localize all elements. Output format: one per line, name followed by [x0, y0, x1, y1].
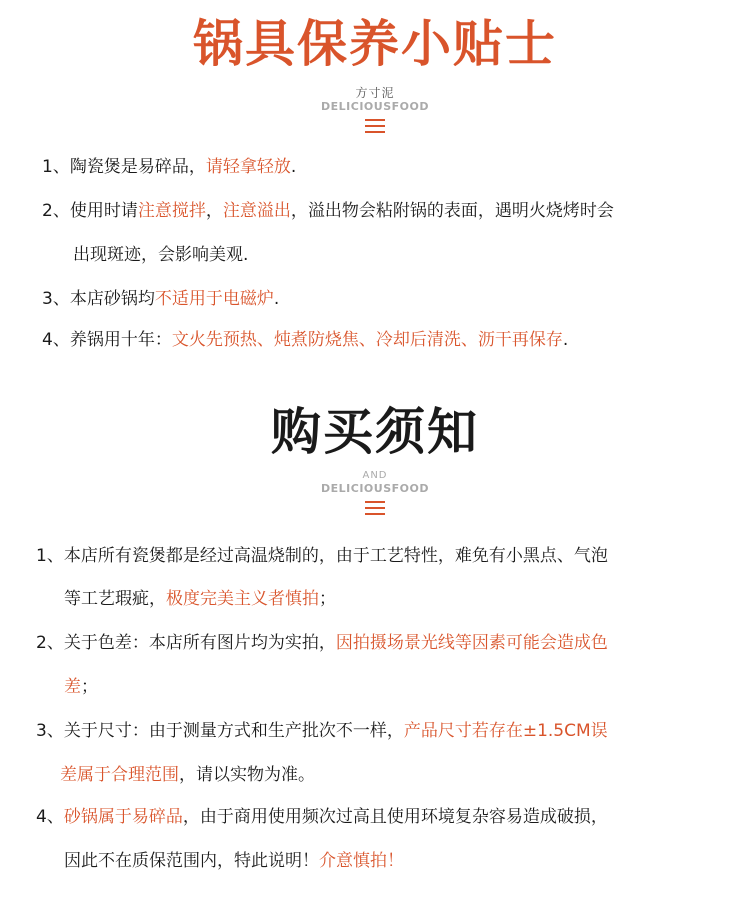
- item-text: 等工艺瑕疵，: [64, 589, 166, 609]
- notice-item-1: [36, 541, 608, 566]
- item-highlight: 产品尺寸若存在±1.5CM误: [403, 721, 608, 741]
- item-text: ；: [81, 677, 98, 697]
- item-text: .: [562, 330, 569, 350]
- item-highlight: 文火先预热、炖煮防烧焦、冷却后清洗、沥干再保存: [171, 330, 563, 350]
- item-highlight: 砂锅属于易碎品: [63, 807, 183, 827]
- item-highlight: 介意慎拍！: [319, 851, 404, 871]
- item-number: 2、: [36, 633, 64, 653]
- item-text: 本店所有瓷煲都是经过高温烧制的，由于工艺特性，难免有小黑点、气泡: [63, 546, 608, 566]
- item-highlight: 差: [64, 677, 81, 697]
- item-text: ，请以实物为准。: [179, 765, 315, 785]
- item-text: 本店砂锅均: [69, 289, 155, 309]
- item-text: 关于尺寸：由于测量方式和生产批次不一样，: [63, 721, 404, 741]
- notice-brand: [0, 470, 750, 516]
- item-text: .: [273, 289, 280, 309]
- item-highlight: 因拍摄场景光线等因素可能会造成色: [335, 633, 608, 653]
- item-number: 3、: [36, 721, 64, 741]
- care-item-1: [42, 152, 296, 177]
- brand-and-text: AND: [362, 470, 388, 481]
- care-title: 锅具保养小贴士: [193, 15, 557, 73]
- item-number: 1、: [36, 546, 64, 566]
- item-highlight: 注意溢出: [222, 201, 291, 221]
- item-text: 因此不在质保范围内，特此说明！: [64, 851, 319, 871]
- item-text: ，溢出物会粘附锅的表面，遇明火烧烤时会: [290, 201, 614, 221]
- care-item-4: [42, 325, 568, 350]
- item-highlight: 不适用于电磁炉: [154, 289, 274, 309]
- item-number: 4、: [42, 330, 70, 350]
- brand-chinese-name: 方寸泥: [355, 86, 395, 100]
- item-text: .: [290, 157, 297, 177]
- notice-item-3-continuation: [60, 760, 315, 785]
- menu-lines-icon: [365, 118, 385, 134]
- item-text: 出现斑迹，会影响美观.: [73, 245, 249, 265]
- brand-english-name: DELICIOUSFOOD: [321, 100, 429, 113]
- notice-title: 购买须知: [271, 403, 479, 461]
- item-highlight: 差属于合理范围: [60, 765, 179, 785]
- item-number: 4、: [36, 807, 64, 827]
- menu-lines-icon: [365, 500, 385, 516]
- care-item-2: [42, 196, 614, 221]
- notice-item-2: [36, 628, 608, 653]
- item-number: 3、: [42, 289, 70, 309]
- care-item-2-continuation: [73, 240, 248, 265]
- care-item-3: [42, 284, 279, 309]
- item-highlight: 请轻拿轻放: [205, 157, 291, 177]
- item-text: ，: [205, 201, 223, 221]
- item-text: ；: [319, 589, 336, 609]
- item-highlight: 极度完美主义者慎拍: [166, 589, 319, 609]
- item-highlight: 注意搅拌: [137, 201, 206, 221]
- item-text: ，由于商用使用频次过高且使用环境复杂容易造成破损，: [182, 807, 608, 827]
- item-text: 使用时请: [69, 201, 138, 221]
- brand-english-name: DELICIOUSFOOD: [321, 482, 429, 495]
- item-number: 1、: [42, 157, 70, 177]
- item-number: 2、: [42, 201, 70, 221]
- item-text: 陶瓷煲是易碎品，: [69, 157, 206, 177]
- notice-item-4: [36, 802, 608, 827]
- notice-item-4-continuation: [64, 846, 404, 871]
- care-brand: [0, 86, 750, 134]
- item-text: 关于色差：本店所有图片均为实拍，: [63, 633, 336, 653]
- notice-item-2-continuation: [64, 672, 98, 697]
- item-text: 养锅用十年：: [69, 330, 172, 350]
- notice-item-3: [36, 716, 608, 741]
- notice-item-1-continuation: [64, 584, 336, 609]
